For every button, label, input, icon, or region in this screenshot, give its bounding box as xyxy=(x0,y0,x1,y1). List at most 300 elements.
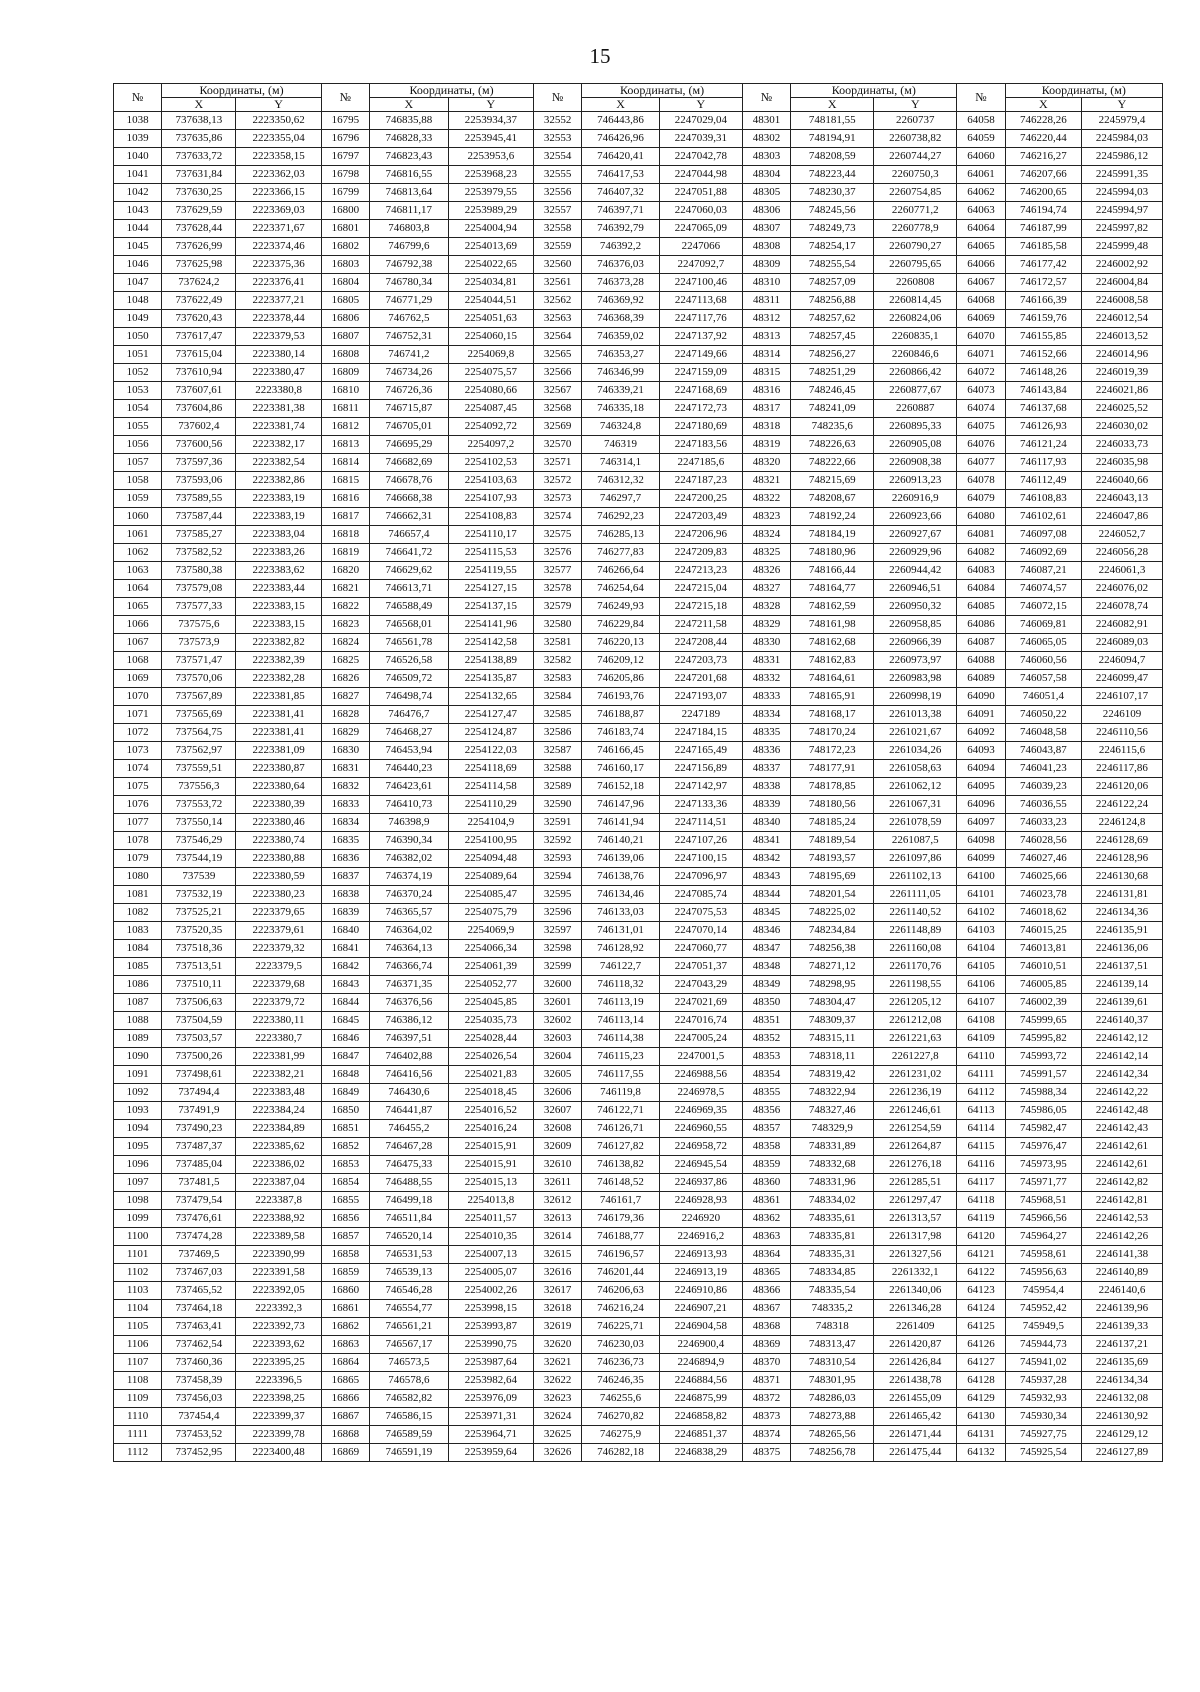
y-coordinate-cell: 2261426,84 xyxy=(874,1354,957,1372)
point-number-cell: 64117 xyxy=(957,1174,1005,1192)
point-number-cell: 16817 xyxy=(321,508,369,526)
y-coordinate-cell: 2260846,6 xyxy=(874,346,957,364)
table-row xyxy=(114,364,1163,382)
x-coordinate-cell: 746187,99 xyxy=(1005,220,1081,238)
point-number-cell: 64113 xyxy=(957,1102,1005,1120)
point-number-cell: 1061 xyxy=(114,526,162,544)
y-coordinate-cell: 2246142,61 xyxy=(1082,1156,1163,1174)
y-coordinate-cell: 2223380,14 xyxy=(236,346,321,364)
point-number-cell: 32618 xyxy=(534,1300,582,1318)
point-number-cell: 16850 xyxy=(321,1102,369,1120)
y-coordinate-cell: 2246875,99 xyxy=(659,1390,742,1408)
point-number-cell: 16814 xyxy=(321,454,369,472)
table-row xyxy=(114,580,1163,598)
y-coordinate-cell: 2260944,42 xyxy=(874,562,957,580)
y-coordinate-cell: 2260950,32 xyxy=(874,598,957,616)
y-coordinate-cell: 2223378,44 xyxy=(236,310,321,328)
y-coordinate-cell: 2246012,54 xyxy=(1082,310,1163,328)
y-coordinate-cell: 2223383,04 xyxy=(236,526,321,544)
y-coordinate-cell: 2246142,61 xyxy=(1082,1138,1163,1156)
point-number-cell: 32616 xyxy=(534,1264,582,1282)
point-number-cell: 48369 xyxy=(742,1336,790,1354)
point-number-cell: 48328 xyxy=(742,598,790,616)
x-coordinate-cell: 746407,32 xyxy=(582,184,659,202)
x-coordinate-cell: 746057,58 xyxy=(1005,670,1081,688)
x-coordinate-cell: 737633,72 xyxy=(162,148,236,166)
y-coordinate-cell: 2260887 xyxy=(874,400,957,418)
x-coordinate-cell: 748201,54 xyxy=(791,886,874,904)
point-number-cell: 16818 xyxy=(321,526,369,544)
point-number-cell: 32604 xyxy=(534,1048,582,1066)
y-coordinate-cell: 2246916,2 xyxy=(659,1228,742,1246)
x-coordinate-cell: 748208,67 xyxy=(791,490,874,508)
x-coordinate-cell: 746573,5 xyxy=(370,1354,449,1372)
x-coordinate-cell: 748335,31 xyxy=(791,1246,874,1264)
x-coordinate-cell: 745971,77 xyxy=(1005,1174,1081,1192)
y-coordinate-cell: 2223395,25 xyxy=(236,1354,321,1372)
point-number-cell: 64132 xyxy=(957,1444,1005,1462)
x-coordinate-cell: 748318 xyxy=(791,1318,874,1336)
point-number-cell: 1076 xyxy=(114,796,162,814)
y-coordinate-cell: 2261313,57 xyxy=(874,1210,957,1228)
x-coordinate-cell: 746368,39 xyxy=(582,310,659,328)
y-coordinate-cell: 2246928,93 xyxy=(659,1192,742,1210)
x-coordinate-cell: 748335,81 xyxy=(791,1228,874,1246)
point-number-cell: 16823 xyxy=(321,616,369,634)
point-number-cell: 32560 xyxy=(534,256,582,274)
x-coordinate-cell: 748246,45 xyxy=(791,382,874,400)
point-number-cell: 48330 xyxy=(742,634,790,652)
point-number-cell: 48331 xyxy=(742,652,790,670)
x-coordinate-cell: 748313,47 xyxy=(791,1336,874,1354)
point-number-cell: 48362 xyxy=(742,1210,790,1228)
table-row xyxy=(114,904,1163,922)
table-row xyxy=(114,1012,1163,1030)
y-coordinate-cell: 2245997,82 xyxy=(1082,220,1163,238)
point-number-cell: 16842 xyxy=(321,958,369,976)
point-number-cell: 32556 xyxy=(534,184,582,202)
point-number-cell: 16832 xyxy=(321,778,369,796)
y-coordinate-cell: 2254118,69 xyxy=(448,760,533,778)
y-coordinate-cell: 2261013,38 xyxy=(874,706,957,724)
x-coordinate-cell: 745993,72 xyxy=(1005,1048,1081,1066)
y-coordinate-cell: 2246945,54 xyxy=(659,1156,742,1174)
y-coordinate-cell: 2223382,82 xyxy=(236,634,321,652)
table-row xyxy=(114,976,1163,994)
header-x: X xyxy=(1005,98,1081,112)
x-coordinate-cell: 746561,21 xyxy=(370,1318,449,1336)
y-coordinate-cell: 2254122,03 xyxy=(448,742,533,760)
y-coordinate-cell: 2261067,31 xyxy=(874,796,957,814)
x-coordinate-cell: 748301,95 xyxy=(791,1372,874,1390)
x-coordinate-cell: 746324,8 xyxy=(582,418,659,436)
x-coordinate-cell: 746183,74 xyxy=(582,724,659,742)
point-number-cell: 48342 xyxy=(742,850,790,868)
table-row xyxy=(114,238,1163,256)
y-coordinate-cell: 2223383,62 xyxy=(236,562,321,580)
x-coordinate-cell: 737553,72 xyxy=(162,796,236,814)
x-coordinate-cell: 746028,56 xyxy=(1005,832,1081,850)
point-number-cell: 16820 xyxy=(321,562,369,580)
x-coordinate-cell: 746206,63 xyxy=(582,1282,659,1300)
point-number-cell: 48341 xyxy=(742,832,790,850)
point-number-cell: 1097 xyxy=(114,1174,162,1192)
y-coordinate-cell: 2254137,15 xyxy=(448,598,533,616)
y-coordinate-cell: 2223379,68 xyxy=(236,976,321,994)
y-coordinate-cell: 2261285,51 xyxy=(874,1174,957,1192)
point-number-cell: 64082 xyxy=(957,544,1005,562)
point-number-cell: 32596 xyxy=(534,904,582,922)
y-coordinate-cell: 2261097,86 xyxy=(874,850,957,868)
x-coordinate-cell: 737467,03 xyxy=(162,1264,236,1282)
point-number-cell: 64121 xyxy=(957,1246,1005,1264)
x-coordinate-cell: 746468,27 xyxy=(370,724,449,742)
x-coordinate-cell: 746430,6 xyxy=(370,1084,449,1102)
y-coordinate-cell: 2223387,8 xyxy=(236,1192,321,1210)
point-number-cell: 64089 xyxy=(957,670,1005,688)
y-coordinate-cell: 2247149,66 xyxy=(659,346,742,364)
page-number: 15 xyxy=(589,44,611,68)
y-coordinate-cell: 2223399,78 xyxy=(236,1426,321,1444)
x-coordinate-cell: 748185,24 xyxy=(791,814,874,832)
y-coordinate-cell: 2247016,74 xyxy=(659,1012,742,1030)
point-number-cell: 48307 xyxy=(742,220,790,238)
point-number-cell: 1081 xyxy=(114,886,162,904)
point-number-cell: 1070 xyxy=(114,688,162,706)
x-coordinate-cell: 746561,78 xyxy=(370,634,449,652)
point-number-cell: 64129 xyxy=(957,1390,1005,1408)
x-coordinate-cell: 746682,69 xyxy=(370,454,449,472)
point-number-cell: 1102 xyxy=(114,1264,162,1282)
y-coordinate-cell: 2223380,46 xyxy=(236,814,321,832)
y-coordinate-cell: 2223371,67 xyxy=(236,220,321,238)
y-coordinate-cell: 2246033,73 xyxy=(1082,436,1163,454)
x-coordinate-cell: 746152,18 xyxy=(582,778,659,796)
x-coordinate-cell: 746657,4 xyxy=(370,526,449,544)
point-number-cell: 32624 xyxy=(534,1408,582,1426)
point-number-cell: 64087 xyxy=(957,634,1005,652)
y-coordinate-cell: 2247185,6 xyxy=(659,454,742,472)
point-number-cell: 64107 xyxy=(957,994,1005,1012)
y-coordinate-cell: 2254007,13 xyxy=(448,1246,533,1264)
y-coordinate-cell: 2261111,05 xyxy=(874,886,957,904)
y-coordinate-cell: 2254094,48 xyxy=(448,850,533,868)
y-coordinate-cell: 2247044,98 xyxy=(659,166,742,184)
point-number-cell: 16830 xyxy=(321,742,369,760)
point-number-cell: 32593 xyxy=(534,850,582,868)
y-coordinate-cell: 2254069,9 xyxy=(448,922,533,940)
x-coordinate-cell: 748166,44 xyxy=(791,562,874,580)
table-row xyxy=(114,1048,1163,1066)
x-coordinate-cell: 746417,53 xyxy=(582,166,659,184)
y-coordinate-cell: 2223383,44 xyxy=(236,580,321,598)
point-number-cell: 48323 xyxy=(742,508,790,526)
table-row xyxy=(114,166,1163,184)
point-number-cell: 32600 xyxy=(534,976,582,994)
x-coordinate-cell: 748335,61 xyxy=(791,1210,874,1228)
point-number-cell: 48375 xyxy=(742,1444,790,1462)
x-coordinate-cell: 746314,1 xyxy=(582,454,659,472)
y-coordinate-cell: 2246139,61 xyxy=(1082,994,1163,1012)
x-coordinate-cell: 748230,37 xyxy=(791,184,874,202)
x-coordinate-cell: 746228,26 xyxy=(1005,112,1081,130)
table-row xyxy=(114,1102,1163,1120)
point-number-cell: 1090 xyxy=(114,1048,162,1066)
x-coordinate-cell: 745958,61 xyxy=(1005,1246,1081,1264)
x-coordinate-cell: 746220,44 xyxy=(1005,130,1081,148)
x-coordinate-cell: 746128,92 xyxy=(582,940,659,958)
y-coordinate-cell: 2261236,19 xyxy=(874,1084,957,1102)
x-coordinate-cell: 746426,96 xyxy=(582,130,659,148)
header-y: Y xyxy=(236,98,321,112)
header-x: X xyxy=(791,98,874,112)
point-number-cell: 32578 xyxy=(534,580,582,598)
point-number-cell: 32568 xyxy=(534,400,582,418)
y-coordinate-cell: 2246910,86 xyxy=(659,1282,742,1300)
x-coordinate-cell: 746201,44 xyxy=(582,1264,659,1282)
header-num: № xyxy=(534,84,582,112)
point-number-cell: 16844 xyxy=(321,994,369,1012)
x-coordinate-cell: 746353,27 xyxy=(582,346,659,364)
y-coordinate-cell: 2247159,09 xyxy=(659,364,742,382)
table-row xyxy=(114,1138,1163,1156)
point-number-cell: 64111 xyxy=(957,1066,1005,1084)
x-coordinate-cell: 746122,71 xyxy=(582,1102,659,1120)
y-coordinate-cell: 2260744,27 xyxy=(874,148,957,166)
x-coordinate-cell: 746018,62 xyxy=(1005,904,1081,922)
x-coordinate-cell: 746229,84 xyxy=(582,616,659,634)
y-coordinate-cell: 2247183,56 xyxy=(659,436,742,454)
table-row xyxy=(114,1246,1163,1264)
x-coordinate-cell: 737464,18 xyxy=(162,1300,236,1318)
x-coordinate-cell: 746567,17 xyxy=(370,1336,449,1354)
y-coordinate-cell: 2246142,82 xyxy=(1082,1174,1163,1192)
y-coordinate-cell: 2246838,29 xyxy=(659,1444,742,1462)
x-coordinate-cell: 746097,08 xyxy=(1005,526,1081,544)
x-coordinate-cell: 746069,81 xyxy=(1005,616,1081,634)
point-number-cell: 64065 xyxy=(957,238,1005,256)
y-coordinate-cell: 2247133,36 xyxy=(659,796,742,814)
x-coordinate-cell: 746179,36 xyxy=(582,1210,659,1228)
header-x: X xyxy=(162,98,236,112)
y-coordinate-cell: 2246913,19 xyxy=(659,1264,742,1282)
y-coordinate-cell: 2254132,65 xyxy=(448,688,533,706)
x-coordinate-cell: 737559,51 xyxy=(162,760,236,778)
point-number-cell: 48318 xyxy=(742,418,790,436)
y-coordinate-cell: 2261231,02 xyxy=(874,1066,957,1084)
header-x: X xyxy=(582,98,659,112)
table-row xyxy=(114,328,1163,346)
y-coordinate-cell: 2223392,05 xyxy=(236,1282,321,1300)
point-number-cell: 32554 xyxy=(534,148,582,166)
table-row xyxy=(114,436,1163,454)
x-coordinate-cell: 737491,9 xyxy=(162,1102,236,1120)
point-number-cell: 16833 xyxy=(321,796,369,814)
x-coordinate-cell: 748223,44 xyxy=(791,166,874,184)
x-coordinate-cell: 746546,28 xyxy=(370,1282,449,1300)
point-number-cell: 1058 xyxy=(114,472,162,490)
table-row xyxy=(114,922,1163,940)
y-coordinate-cell: 2254026,54 xyxy=(448,1048,533,1066)
point-number-cell: 16801 xyxy=(321,220,369,238)
y-coordinate-cell: 2253959,64 xyxy=(448,1444,533,1462)
x-coordinate-cell: 746695,29 xyxy=(370,436,449,454)
table-row xyxy=(114,256,1163,274)
y-coordinate-cell: 2254052,77 xyxy=(448,976,533,994)
point-number-cell: 16803 xyxy=(321,256,369,274)
y-coordinate-cell: 2246131,81 xyxy=(1082,886,1163,904)
point-number-cell: 64128 xyxy=(957,1372,1005,1390)
point-number-cell: 48360 xyxy=(742,1174,790,1192)
x-coordinate-cell: 746366,74 xyxy=(370,958,449,976)
y-coordinate-cell: 2247201,68 xyxy=(659,670,742,688)
x-coordinate-cell: 746346,99 xyxy=(582,364,659,382)
y-coordinate-cell: 2254016,52 xyxy=(448,1102,533,1120)
x-coordinate-cell: 746312,32 xyxy=(582,472,659,490)
x-coordinate-cell: 737506,63 xyxy=(162,994,236,1012)
x-coordinate-cell: 748184,19 xyxy=(791,526,874,544)
x-coordinate-cell: 746048,58 xyxy=(1005,724,1081,742)
x-coordinate-cell: 748319,42 xyxy=(791,1066,874,1084)
point-number-cell: 16828 xyxy=(321,706,369,724)
point-number-cell: 48334 xyxy=(742,706,790,724)
x-coordinate-cell: 746799,6 xyxy=(370,238,449,256)
y-coordinate-cell: 2246078,74 xyxy=(1082,598,1163,616)
point-number-cell: 32598 xyxy=(534,940,582,958)
x-coordinate-cell: 746392,2 xyxy=(582,238,659,256)
x-coordinate-cell: 746013,81 xyxy=(1005,940,1081,958)
point-number-cell: 1077 xyxy=(114,814,162,832)
y-coordinate-cell: 2223382,86 xyxy=(236,472,321,490)
x-coordinate-cell: 746382,02 xyxy=(370,850,449,868)
x-coordinate-cell: 746112,49 xyxy=(1005,472,1081,490)
x-coordinate-cell: 746752,31 xyxy=(370,328,449,346)
y-coordinate-cell: 2261327,56 xyxy=(874,1246,957,1264)
x-coordinate-cell: 746220,13 xyxy=(582,634,659,652)
y-coordinate-cell: 2254044,51 xyxy=(448,292,533,310)
x-coordinate-cell: 748318,11 xyxy=(791,1048,874,1066)
point-number-cell: 16847 xyxy=(321,1048,369,1066)
y-coordinate-cell: 2254022,65 xyxy=(448,256,533,274)
point-number-cell: 1101 xyxy=(114,1246,162,1264)
x-coordinate-cell: 746499,18 xyxy=(370,1192,449,1210)
y-coordinate-cell: 2246142,81 xyxy=(1082,1192,1163,1210)
header-coords: Координаты, (м) xyxy=(582,84,743,98)
x-coordinate-cell: 748215,69 xyxy=(791,472,874,490)
y-coordinate-cell: 2260808 xyxy=(874,274,957,292)
y-coordinate-cell: 2223382,21 xyxy=(236,1066,321,1084)
x-coordinate-cell: 746629,62 xyxy=(370,562,449,580)
point-number-cell: 48355 xyxy=(742,1084,790,1102)
y-coordinate-cell: 2246978,5 xyxy=(659,1084,742,1102)
point-number-cell: 1100 xyxy=(114,1228,162,1246)
x-coordinate-cell: 746816,55 xyxy=(370,166,449,184)
x-coordinate-cell: 748226,63 xyxy=(791,436,874,454)
y-coordinate-cell: 2223388,92 xyxy=(236,1210,321,1228)
x-coordinate-cell: 746476,7 xyxy=(370,706,449,724)
x-coordinate-cell: 737564,75 xyxy=(162,724,236,742)
y-coordinate-cell: 2223384,24 xyxy=(236,1102,321,1120)
point-number-cell: 1054 xyxy=(114,400,162,418)
y-coordinate-cell: 2223383,15 xyxy=(236,616,321,634)
y-coordinate-cell: 2223375,36 xyxy=(236,256,321,274)
point-number-cell: 64058 xyxy=(957,112,1005,130)
x-coordinate-cell: 737617,47 xyxy=(162,328,236,346)
point-number-cell: 1103 xyxy=(114,1282,162,1300)
point-number-cell: 64085 xyxy=(957,598,1005,616)
y-coordinate-cell: 2223389,58 xyxy=(236,1228,321,1246)
point-number-cell: 1046 xyxy=(114,256,162,274)
x-coordinate-cell: 746072,15 xyxy=(1005,598,1081,616)
point-number-cell: 48320 xyxy=(742,454,790,472)
x-coordinate-cell: 746467,28 xyxy=(370,1138,449,1156)
point-number-cell: 32612 xyxy=(534,1192,582,1210)
point-number-cell: 16848 xyxy=(321,1066,369,1084)
y-coordinate-cell: 2261438,78 xyxy=(874,1372,957,1390)
x-coordinate-cell: 746196,57 xyxy=(582,1246,659,1264)
y-coordinate-cell: 2223381,85 xyxy=(236,688,321,706)
point-number-cell: 64080 xyxy=(957,508,1005,526)
y-coordinate-cell: 2223383,19 xyxy=(236,490,321,508)
x-coordinate-cell: 748254,17 xyxy=(791,238,874,256)
point-number-cell: 64088 xyxy=(957,652,1005,670)
point-number-cell: 16839 xyxy=(321,904,369,922)
point-number-cell: 64084 xyxy=(957,580,1005,598)
point-number-cell: 1074 xyxy=(114,760,162,778)
y-coordinate-cell: 2260946,51 xyxy=(874,580,957,598)
x-coordinate-cell: 746297,7 xyxy=(582,490,659,508)
x-coordinate-cell: 737556,3 xyxy=(162,778,236,796)
point-number-cell: 32599 xyxy=(534,958,582,976)
x-coordinate-cell: 745991,57 xyxy=(1005,1066,1081,1084)
point-number-cell: 48312 xyxy=(742,310,790,328)
header-y: Y xyxy=(448,98,533,112)
y-coordinate-cell: 2261062,12 xyxy=(874,778,957,796)
point-number-cell: 64060 xyxy=(957,148,1005,166)
point-number-cell: 64102 xyxy=(957,904,1005,922)
table-row xyxy=(114,1318,1163,1336)
point-number-cell: 1098 xyxy=(114,1192,162,1210)
point-number-cell: 16864 xyxy=(321,1354,369,1372)
x-coordinate-cell: 737546,29 xyxy=(162,832,236,850)
x-coordinate-cell: 746771,29 xyxy=(370,292,449,310)
y-coordinate-cell: 2223379,72 xyxy=(236,994,321,1012)
point-number-cell: 48338 xyxy=(742,778,790,796)
y-coordinate-cell: 2246089,03 xyxy=(1082,634,1163,652)
x-coordinate-cell: 737518,36 xyxy=(162,940,236,958)
header-coords: Координаты, (м) xyxy=(370,84,534,98)
x-coordinate-cell: 737597,36 xyxy=(162,454,236,472)
point-number-cell: 48359 xyxy=(742,1156,790,1174)
y-coordinate-cell: 2260905,08 xyxy=(874,436,957,454)
x-coordinate-cell: 745986,05 xyxy=(1005,1102,1081,1120)
y-coordinate-cell: 2223362,03 xyxy=(236,166,321,184)
y-coordinate-cell: 2247096,97 xyxy=(659,868,742,886)
y-coordinate-cell: 2246920 xyxy=(659,1210,742,1228)
y-coordinate-cell: 2254013,69 xyxy=(448,238,533,256)
table-row xyxy=(114,490,1163,508)
point-number-cell: 48356 xyxy=(742,1102,790,1120)
table-row xyxy=(114,562,1163,580)
y-coordinate-cell: 2247215,18 xyxy=(659,598,742,616)
table-row xyxy=(114,310,1163,328)
point-number-cell: 16834 xyxy=(321,814,369,832)
y-coordinate-cell: 2246019,39 xyxy=(1082,364,1163,382)
x-coordinate-cell: 746373,28 xyxy=(582,274,659,292)
x-coordinate-cell: 746275,9 xyxy=(582,1426,659,1444)
point-number-cell: 1095 xyxy=(114,1138,162,1156)
y-coordinate-cell: 2247100,46 xyxy=(659,274,742,292)
